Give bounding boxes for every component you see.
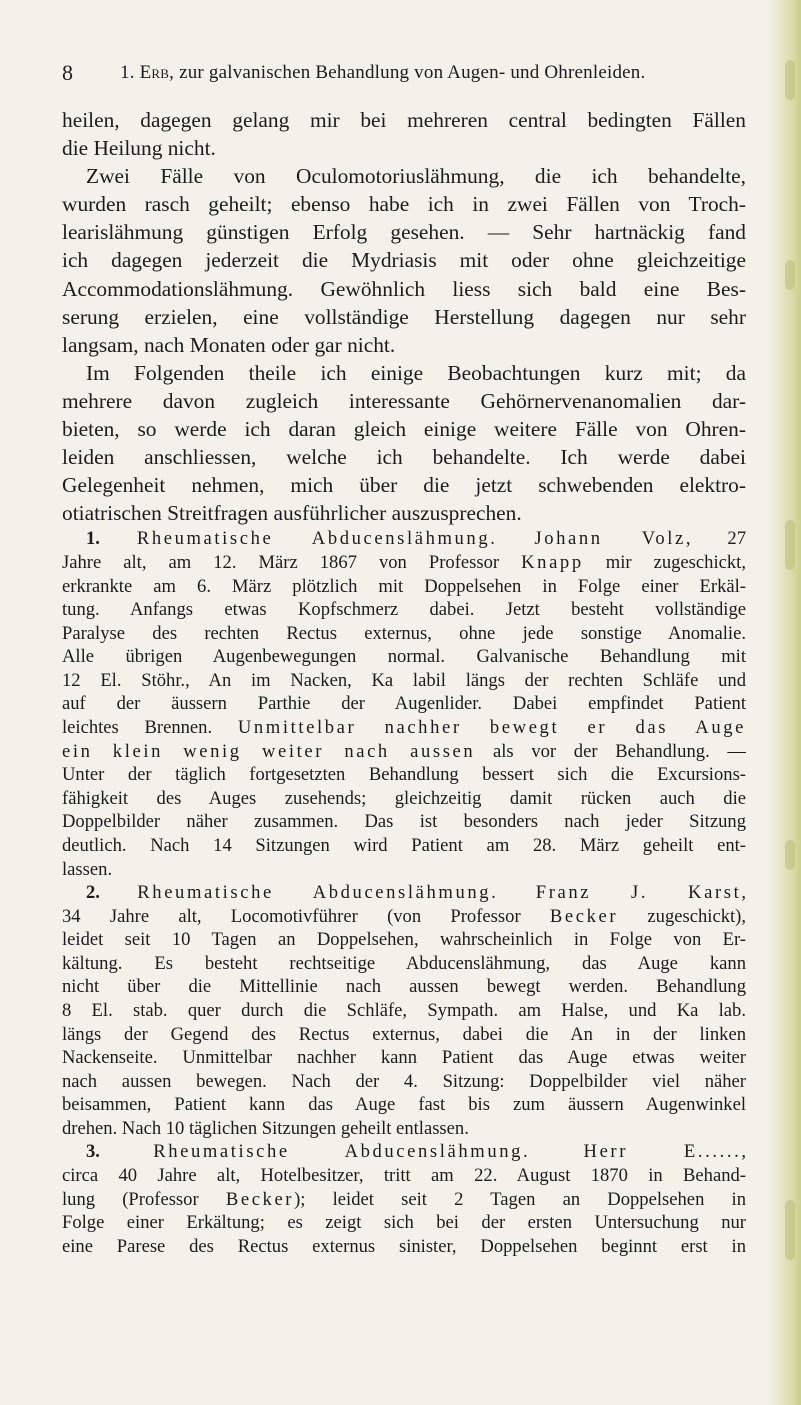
- author-name: Erb: [139, 62, 170, 83]
- text-line: Nackenseite. Unmittelbar nachher kann Patient das Auge etwas weiter: [62, 1047, 746, 1069]
- patient-name: Franz J. Karst: [535, 882, 742, 904]
- page-number: 8: [62, 60, 74, 85]
- case-heading: 1. Rheumatische Abducenslähmung. Johann Volz, 27: [86, 528, 746, 550]
- case-title: Rheumatische Abducenslähmung.: [136, 528, 498, 550]
- case-heading: 2. Rheumatische Abducenslähmung. Franz J. Karst,: [86, 882, 746, 904]
- doctor-name: Becker: [225, 1188, 295, 1210]
- case-title: Rheumatische Abducenslähmung.: [153, 1141, 531, 1163]
- text-line: Jahre alt, am 12. März 1867 von Professor Knapp mir zugeschickt,: [62, 551, 746, 573]
- text-line: ich dagegen jederzeit die Mydriasis mit oder ohne gleichzeitige: [62, 248, 746, 273]
- text-line: circa 40 Jahre alt, Hotelbesitzer, tritt am 22. August 1870 in Behand-: [62, 1165, 746, 1187]
- case-heading: 3. Rheumatische Abducenslähmung. Herr E......,: [86, 1141, 746, 1163]
- running-title: 1. Erb, zur galvanischen Behandlung von Augen- und Ohrenleiden.: [120, 62, 646, 83]
- running-header: [62, 60, 742, 88]
- text-line: lassen.: [62, 858, 113, 880]
- case-3: [62, 1140, 746, 1258]
- text-line: Im Folgenden theile ich einige Beobachtungen kurz mit; da: [86, 360, 746, 385]
- text-line: Gelegenheit nehmen, mich über die jetzt schwebenden elektro-: [62, 473, 746, 498]
- intro-paragraphs: [62, 106, 746, 527]
- text-line: bieten, so werde ich daran gleich einige weitere Fälle von Ohren-: [62, 417, 746, 442]
- text-line: 12 El. Stöhr., An im Nacken, Ka labil längs der rechten Schläfe und: [62, 669, 746, 691]
- case-2: [62, 881, 746, 1140]
- text-line: längs der Gegend des Rectus externus, dabei die An in der linken: [62, 1023, 746, 1045]
- text-line: erkrankte am 6. März plötzlich mit Doppelsehen in Folge einer Erkäl-: [62, 575, 746, 597]
- text-line: ein klein wenig weiter nach aussen als vor der Behandlung. —: [62, 740, 746, 762]
- text-line: kältung. Es besteht rechtseitige Abducenslähmung, das Auge kann: [62, 952, 746, 974]
- text-line: otiatrischen Streitfragen ausführlicher auszusprechen.: [62, 501, 522, 526]
- text-line: leidet seit 10 Tagen an Doppelsehen, wahrscheinlich in Folge von Er-: [62, 929, 746, 951]
- case-title: Rheumatische Abducenslähmung.: [137, 882, 499, 904]
- text-line: nach aussen bewegen. Nach der 4. Sitzung: Doppelbilder viel näher: [62, 1070, 746, 1092]
- emphasis: Unmittelbar nachher bewegt er das Auge: [237, 717, 746, 739]
- text-line: deutlich. Nach 14 Sitzungen wird Patient am 28. März geheilt ent-: [62, 834, 746, 856]
- text-line: tung. Anfangs etwas Kopfschmerz dabei. Jetzt besteht vollständige: [62, 599, 746, 621]
- patient-name: Johann Volz: [534, 528, 686, 550]
- case-number: 2.: [86, 882, 100, 904]
- text-line: Folge einer Erkältung; es zeigt sich bei der ersten Untersuchung nur: [62, 1212, 746, 1234]
- patient-name: Herr E......: [583, 1141, 742, 1163]
- doctor-name: Becker: [549, 905, 619, 927]
- emphasis: ein klein wenig weiter nach aussen: [62, 740, 476, 762]
- text-line: Zwei Fälle von Oculomotoriuslähmung, die ich behandelte,: [86, 164, 746, 189]
- text-line: leichtes Brennen. Unmittelbar nachher bewegt er das Auge: [62, 717, 746, 739]
- text-line: leiden anschliessen, welche ich behandelte. Ich werde dabei: [62, 445, 746, 470]
- text-line: auf der äussern Parthie der Augenlider. Dabei empfindet Patient: [62, 693, 746, 715]
- text-line: langsam, nach Monaten oder gar nicht.: [62, 332, 396, 357]
- text-line: learislähmung günstigen Erfolg gesehen. — Sehr hartnäckig fand: [62, 220, 746, 245]
- text-line: heilen, dagegen gelang mir bei mehreren central bedingten Fällen: [62, 108, 746, 132]
- text-line: Unter der täglich fortgesetzten Behandlung bessert sich die Excursions-: [62, 764, 746, 786]
- text-line: drehen. Nach 10 täglichen Sitzungen geheilt entlassen.: [62, 1117, 469, 1139]
- text-line: nicht über die Mittellinie nach aussen bewegt werden. Behandlung: [62, 976, 746, 998]
- text-line: 8 El. stab. quer durch die Schläfe, Sympath. am Halse, und Ka lab.: [62, 999, 746, 1021]
- text-line: fähigkeit des Auges zusehends; gleichzeitig damit rücken auch die: [62, 787, 746, 809]
- case-1: [62, 527, 746, 881]
- body-text: [62, 106, 746, 1258]
- text-line: Paralyse des rechten Rectus externus, ohne jede sonstige Anomalie.: [62, 622, 746, 644]
- text-line: Accommodationslähmung. Gewöhnlich liess sich bald eine Bes-: [62, 276, 746, 301]
- text-line: serung erzielen, eine vollständige Herstellung dagegen nur sehr: [62, 304, 746, 329]
- text-line: lung (Professor Becker); leidet seit 2 Tagen an Doppelsehen in: [62, 1188, 746, 1210]
- text-line: eine Parese des Rectus externus sinister, Doppelsehen beginnt erst in: [62, 1235, 746, 1257]
- text-line: wurden rasch geheilt; ebenso habe ich in zwei Fällen von Troch-: [62, 192, 746, 217]
- text-line: mehrere davon zugleich interessante Gehörnervenanomalien dar-: [62, 388, 746, 413]
- text-line: 34 Jahre alt, Locomotivführer (von Professor Becker zugeschickt),: [62, 905, 746, 927]
- case-number: 3.: [86, 1141, 100, 1163]
- text-line: Doppelbilder näher zusammen. Das ist besonders nach jeder Sitzung: [62, 811, 746, 833]
- text-line: Alle übrigen Augenbewegungen normal. Galvanische Behandlung mit: [62, 646, 746, 668]
- text-line: beisammen, Patient kann das Auge fast bis zum äussern Augenwinkel: [62, 1094, 746, 1116]
- case-number: 1.: [86, 528, 100, 550]
- text-line: die Heilung nicht.: [62, 136, 216, 161]
- page-edge-shadow: [767, 0, 801, 1405]
- doctor-name: Knapp: [521, 551, 584, 573]
